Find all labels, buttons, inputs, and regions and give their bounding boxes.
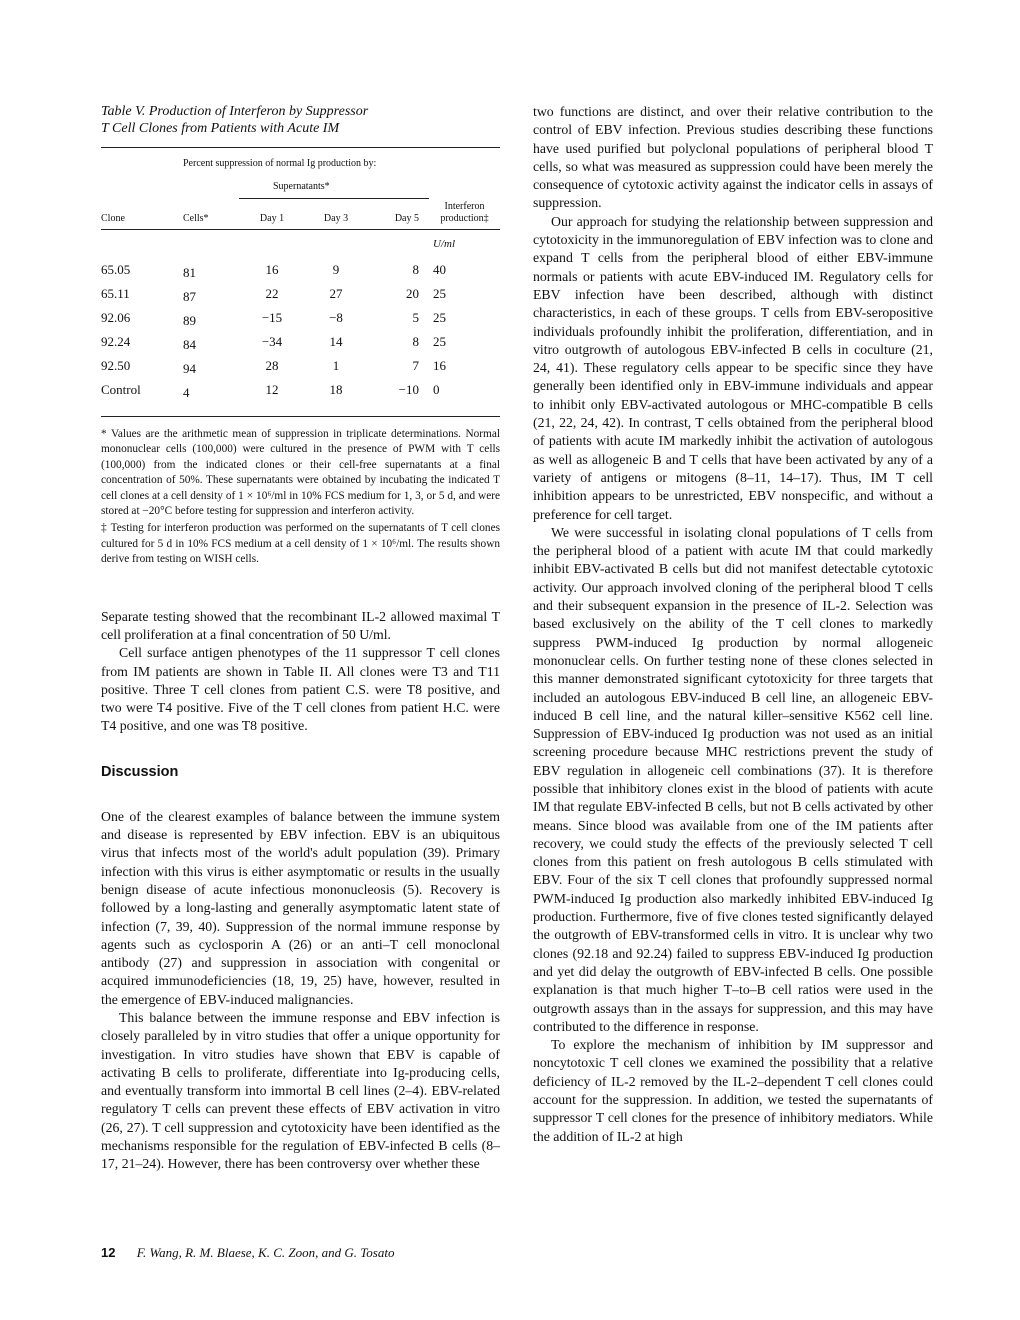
table-body [101,258,500,402]
discussion-paragraph-2: This balance between the immune response and EBV infection is closely paralleled by in vitro studies that offer a unique opportunity for investigation. In vitro studies have shown that EBV is capable of activating B cells to proliferate, differentiate into Ig-producing cells, and eventually transform into immortal B cell lines (2–4). EBV-related regulatory T cells can prevent these effects of EBV activation in vitro (26, 27). T cell suppression and cytotoxicity have been identified as the mechanisms responsible for the regulation of EBV-infected B cells (8–17, 21–24). However, there has been controversy over whether these [101,1010,500,1172]
table-cell: −10 [398,382,419,397]
table-cell: 1 [332,358,340,373]
col-interferon-line1: Interferon [444,201,485,212]
table-cell: 40 [433,262,446,277]
col-day5: Day 5 [394,213,419,224]
table-cell: 4 [183,385,190,400]
table-cell: 84 [183,337,196,352]
right-column [533,103,933,1146]
table-cell: −34 [261,334,283,349]
table-cell: 65.05 [101,262,131,277]
table-cell: 92.50 [101,358,131,373]
table-cell: 8 [412,262,419,277]
section-heading: Discussion [101,763,179,780]
table-row [101,282,500,306]
right-paragraph-2: Our approach for studying the relationship between suppression and cytotoxicity in the immunoregulation of EBV infection was to clone and expand T cells from the peripheral blood of either EBV-immune normals or patients with acute EBV-induced IM. Regulatory cells for EBV infection have been described, although with distinct characteristics, in each of these groups. T cells from EBV-seropositive individuals profoundly inhibit the proliferation, differentiation, and in vitro outgrowth of autologous EBV-infected B cells in coculture (21, 24, 41). These regulatory cells appear to be specific since they have generally been identified only in EBV-immune individuals and appear to inhibit only EBV-activated autologous or MHC-compatible B cells (21, 22, 24, 42). In contrast, T cells obtained from the peripheral blood of patients with acute IM markedly inhibit the activation of autologous as well as allogeneic B and T cells that have been activated by any of a variety of antigens or mitogens (8–11, 14–17). Thus, IM T cell inhibition appears to be unrestricted, EBV nonspecific, and without a preference for cell target. [533,213,933,522]
table-cell: 16 [265,262,279,277]
table-cell: 25 [433,334,446,349]
header-supernatants: Supernatants* [273,181,330,192]
col-day1: Day 1 [259,213,285,224]
table-cell: 5 [412,310,419,325]
table-cell: 0 [433,382,440,397]
table-row [101,306,500,330]
table-cell: 20 [406,286,419,301]
left-column [101,103,500,1174]
table-cell: −8 [329,310,343,325]
table-cell: Control [101,382,141,397]
right-paragraph-3: We were successful in isolating clonal populations of T cells from the peripheral blood of a patient with acute IM that could markedly inhibit EBV-activated B cells but did not manifest detectable cytotoxic activity. Our approach involved cloning of the peripheral blood T cells and their subsequent expansion in the presence of IL-2. Selection was based exclusively on the ability of the T cell clones to markedly suppress PWM-induced Ig production by normal allogeneic mononuclear cells. On further testing none of these clones selected in this manner demonstrated significant cytotoxicity for three targets that included an autologous EBV-induced B cell line, an allogeneic EBV-induced B cell line, and the natural killer–sensitive K562 cell line. Suppression of EBV-induced Ig production was not used as an initial screening procedure because MHC restrictions prevent the study of EBV regulation in allogeneic cell combinations (37). It is therefore possible that inhibitory clones exist in the blood of patients with acute IM that regulate EBV-infected B cells, but not B cells activated by other means. Since blood was available from one of the IM patients after recovery, we could study the effects of the previously selected T cell clones from this patient on fresh autologous B cells stimulated with EBV. Four of the six T cell clones that profoundly suppressed normal PWM-induced Ig production also markedly inhibited EBV-induced Ig production. Furthermore, five of five clones tested significantly delayed the outgrowth of EBV-transformed cells in vitro. It is unclear why two clones (92.18 and 92.24) failed to suppress EBV-induced Ig production and yet did delay the outgrowth of EBV-infected B cells. One possible explanation is that much higher T–to–B cell ratios were used in the outgrowth assays than in the assays for suppression, and this may have contributed to the difference in response. [533,524,933,1034]
col-clone: Clone [101,213,125,224]
running-authors: F. Wang, R. M. Blaese, K. C. Zoon, and G. Tosato [136,1245,395,1260]
table-cell: 28 [265,358,279,373]
table-cell: −15 [261,310,283,325]
table-cell: 9 [332,262,340,277]
col-interferon [429,199,500,229]
col-cells: Cells* [183,213,209,224]
col-interferon-line2: production‡ [440,213,489,224]
table-row [101,378,500,402]
left-paragraph-1: Separate testing showed that the recombinant IL-2 allowed maximal T cell proliferation at a final concentration of 50 U/ml. [101,608,500,642]
col-day3: Day 3 [323,213,349,224]
table-cell: 81 [183,265,196,280]
table-row [101,354,500,378]
table-cell: 7 [412,358,419,373]
table-cell: 25 [433,310,446,325]
table-row [101,258,500,282]
table-cell: 14 [329,334,343,349]
page-number: 12 [101,1245,116,1260]
table-footnote-1: * Values are the arithmetic mean of suppression in triplicate determinations. Normal mononuclear cells (100,000) were cultured in the presence of PWM with T cells (100,000) from the indicated clones or their cell-free supernatants at a final concentration of 50%. These supernatants were obtained by incubating the indicated T cell clones at a cell density of 1 × 10⁶/ml in 10% FCS medium for 1, 3, or 5 d, and were stored at −20°C before testing for suppression and interferon activity. [101,428,500,518]
table-cell: 22 [265,286,279,301]
table-cell: 92.24 [101,334,131,349]
table-cell: 16 [433,358,446,373]
table-cell: 18 [329,382,343,397]
right-paragraph-1: two functions are distinct, and over their relative contribution to the control of EBV infection. Previous studies describing these functions have used purified but polyclonal populations of peripheral blood T cells, so what was measured as suppression could have been merely the consequence of cytotoxic activity against the indicator cells in assays of suppression. [533,104,933,211]
unit-label: U/ml [433,238,455,250]
table-cell: 12 [265,382,279,397]
interferon-table [101,148,500,417]
table-caption-line1: Table V. Production of Interferon by Suppressor [101,104,369,119]
table-caption-line2: T Cell Clones from Patients with Acute IM [101,121,340,136]
table-footnote-2: ‡ Testing for interferon production was performed on the supernatants of T cell clones cultured for 5 d in 10% FCS medium at a cell density of 1 × 10⁶/ml. The results shown derive from testing on WISH cells. [101,522,500,566]
table-cell: 8 [412,334,419,349]
page-footer [101,1245,394,1261]
header-group: Percent suppression of normal Ig production by: [183,158,377,169]
table-cell: 27 [329,286,343,301]
discussion-paragraph-1: One of the clearest examples of balance between the immune system and disease is represented by EBV infection. EBV is an ubiquitous virus that infects most of the world's adult population (39). Primary infection with this virus is either asymptomatic or results in the usually benign disease of acute infectious mononucleosis (5). Recovery is followed by a long-lasting and generally asymptomatic latent state of infection (7, 39, 40). Suppression of the normal immune response by agents such as cyclosporin A (26) or an anti–T cell monoclonal antibody (27) and suppression in association with congenital or acquired immunodeficiencies (18, 19, 25) have, however, resulted in the emergence of EBV-induced malignancies. [101,808,500,1007]
table-cell: 87 [183,289,196,304]
right-paragraph-4: To explore the mechanism of inhibition by IM suppressor and noncytotoxic T cell clones we examined the possibility that a relative deficiency of IL-2 removed by the IL-2–dependent T cell clones could account for the suppression. In addition, we tested the supernatants of suppressor T cell clones for the presence of inhibitory mediators. While the addition of IL-2 at high [533,1037,933,1144]
left-paragraph-2: Cell surface antigen phenotypes of the 11 suppressor T cell clones from IM patients are shown in Table II. All clones were T3 and T11 positive. Three T cell clones from patient C.S. were T8 positive, and two were T4 positive. Five of the T cell clones from patient H.C. were T4 positive, and one was T8 positive. [101,645,500,734]
table-cell: 65.11 [101,286,130,301]
table-cell: 25 [433,286,446,301]
table-row [101,330,500,354]
table-cell: 94 [183,361,196,376]
table-cell: 92.06 [101,310,131,325]
table-cell: 89 [183,313,196,328]
